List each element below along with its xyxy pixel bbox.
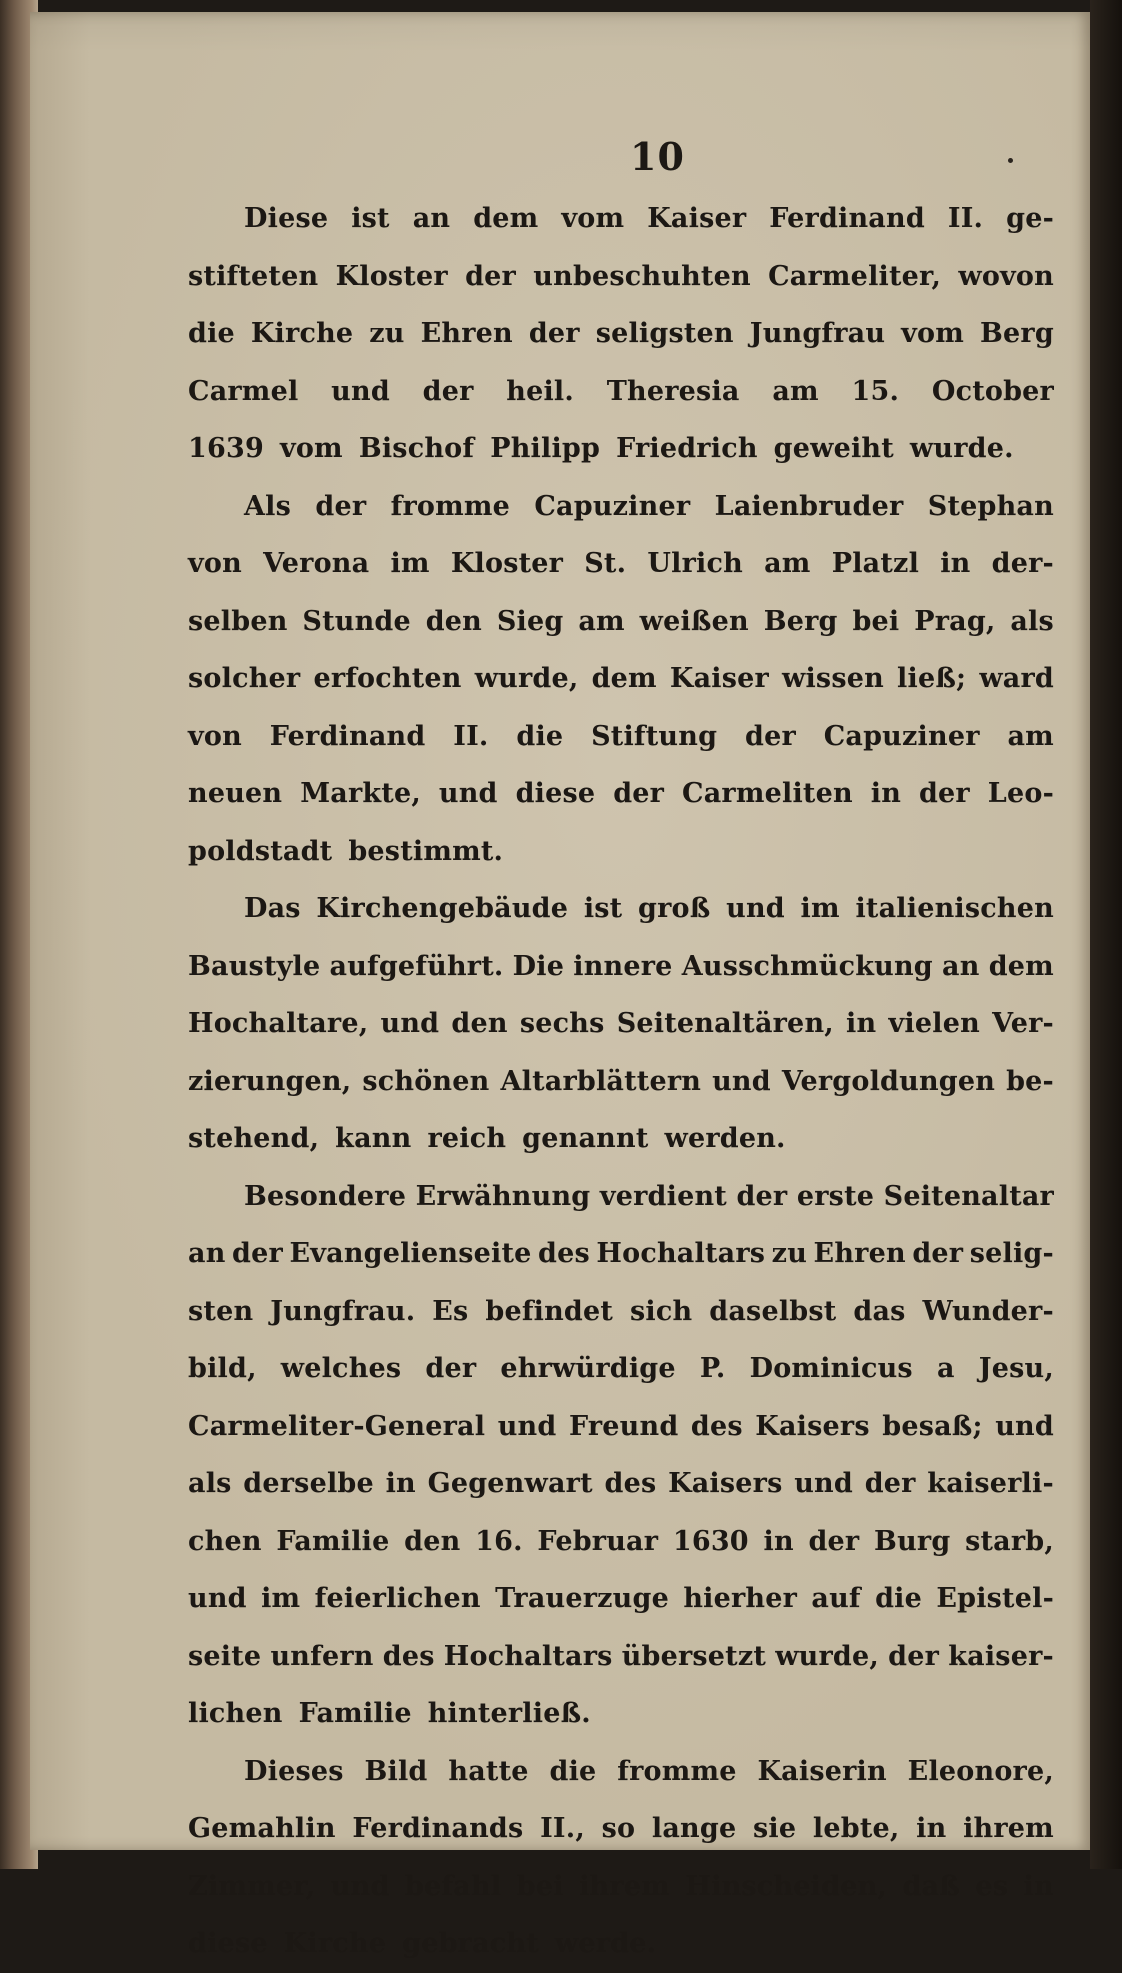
- text-line: Gemahlin Ferdinands II., so lange sie lebte, in ihrem: [188, 1813, 1054, 1844]
- text-line: und im feierlichen Trauerzuge hierher auf die Epistel-: [188, 1583, 1054, 1614]
- body-text: [188, 190, 1054, 1973]
- text-line: diese Kirche gebracht werde.: [188, 1928, 657, 1959]
- text-line: Als der fromme Capuziner Laienbruder Stephan: [244, 490, 1054, 522]
- page-number: 10: [630, 134, 685, 179]
- text-line: selben Stunde den Sieg am weißen Berg bei Prag, als: [188, 605, 1054, 637]
- text-line: Carmel und der heil. Theresia am 15. October: [188, 375, 1054, 407]
- text-line: solcher erfochten wurde, dem Kaiser wissen ließ; ward: [188, 663, 1054, 694]
- ink-speck: [1008, 158, 1013, 163]
- text-line: Dieses Bild hatte die fromme Kaiserin Eleonore,: [244, 1755, 1054, 1787]
- text-line: von Verona im Kloster St. Ulrich am Platzl in der-: [188, 548, 1054, 579]
- text-line: die Kirche zu Ehren der seligsten Jungfrau vom Berg: [188, 318, 1054, 349]
- text-line: von Ferdinand II. die Stiftung der Capuziner am: [188, 720, 1054, 752]
- text-line: Besondere Erwähnung verdient der erste Seitenaltar: [244, 1180, 1054, 1212]
- text-line: an der Evangelienseite des Hochaltars zu Ehren der selig-: [188, 1238, 1054, 1269]
- text-line: stifteten Kloster der unbeschuhten Carmeliter, wovon: [188, 260, 1054, 292]
- text-line: 1639 vom Bischof Philipp Friedrich geweiht wurde.: [188, 433, 1014, 464]
- text-line: seite unfern des Hochaltars übersetzt wurde, der kaiser-: [188, 1640, 1054, 1672]
- paragraph: [188, 478, 1054, 881]
- text-line: zierungen, schönen Altarblättern und Vergoldungen be-: [188, 1065, 1054, 1097]
- text-line: sten Jungfrau. Es befindet sich daselbst das Wunder-: [188, 1295, 1054, 1327]
- paragraph: [188, 1168, 1054, 1743]
- page-fore-edge: [1090, 0, 1122, 1869]
- text-line: Hochaltare, und den sechs Seitenaltären, in vielen Ver-: [188, 1008, 1054, 1039]
- text-line: lichen Familie hinterließ.: [188, 1698, 591, 1729]
- text-line: Carmeliter-General und Freund des Kaisers besaß; und: [188, 1410, 1054, 1442]
- text-line: Zimmer, und befahl bei ihrem Hinscheiden, daß es in: [188, 1870, 1054, 1902]
- paragraph: [188, 190, 1054, 478]
- text-line: chen Familie den 16. Februar 1630 in der Burg starb,: [188, 1525, 1054, 1557]
- text-line: Baustyle aufgeführt. Die innere Ausschmückung an dem: [188, 950, 1054, 982]
- paragraph: [188, 1743, 1054, 1973]
- text-line: Das Kirchengebäude ist groß und im italienischen: [244, 893, 1054, 924]
- text-line: neuen Markte, und diese der Carmeliten in der Leo-: [188, 778, 1054, 809]
- text-line: bild, welches der ehrwürdige P. Dominicus a Jesu,: [188, 1353, 1054, 1384]
- text-line: als derselbe in Gegenwart des Kaisers und der kaiserli-: [188, 1468, 1054, 1499]
- text-line: Diese ist an dem vom Kaiser Ferdinand II. ge-: [244, 203, 1054, 234]
- paragraph: [188, 880, 1054, 1168]
- text-line: poldstadt bestimmt.: [188, 835, 504, 867]
- text-line: stehend, kann reich genannt werden.: [188, 1123, 786, 1154]
